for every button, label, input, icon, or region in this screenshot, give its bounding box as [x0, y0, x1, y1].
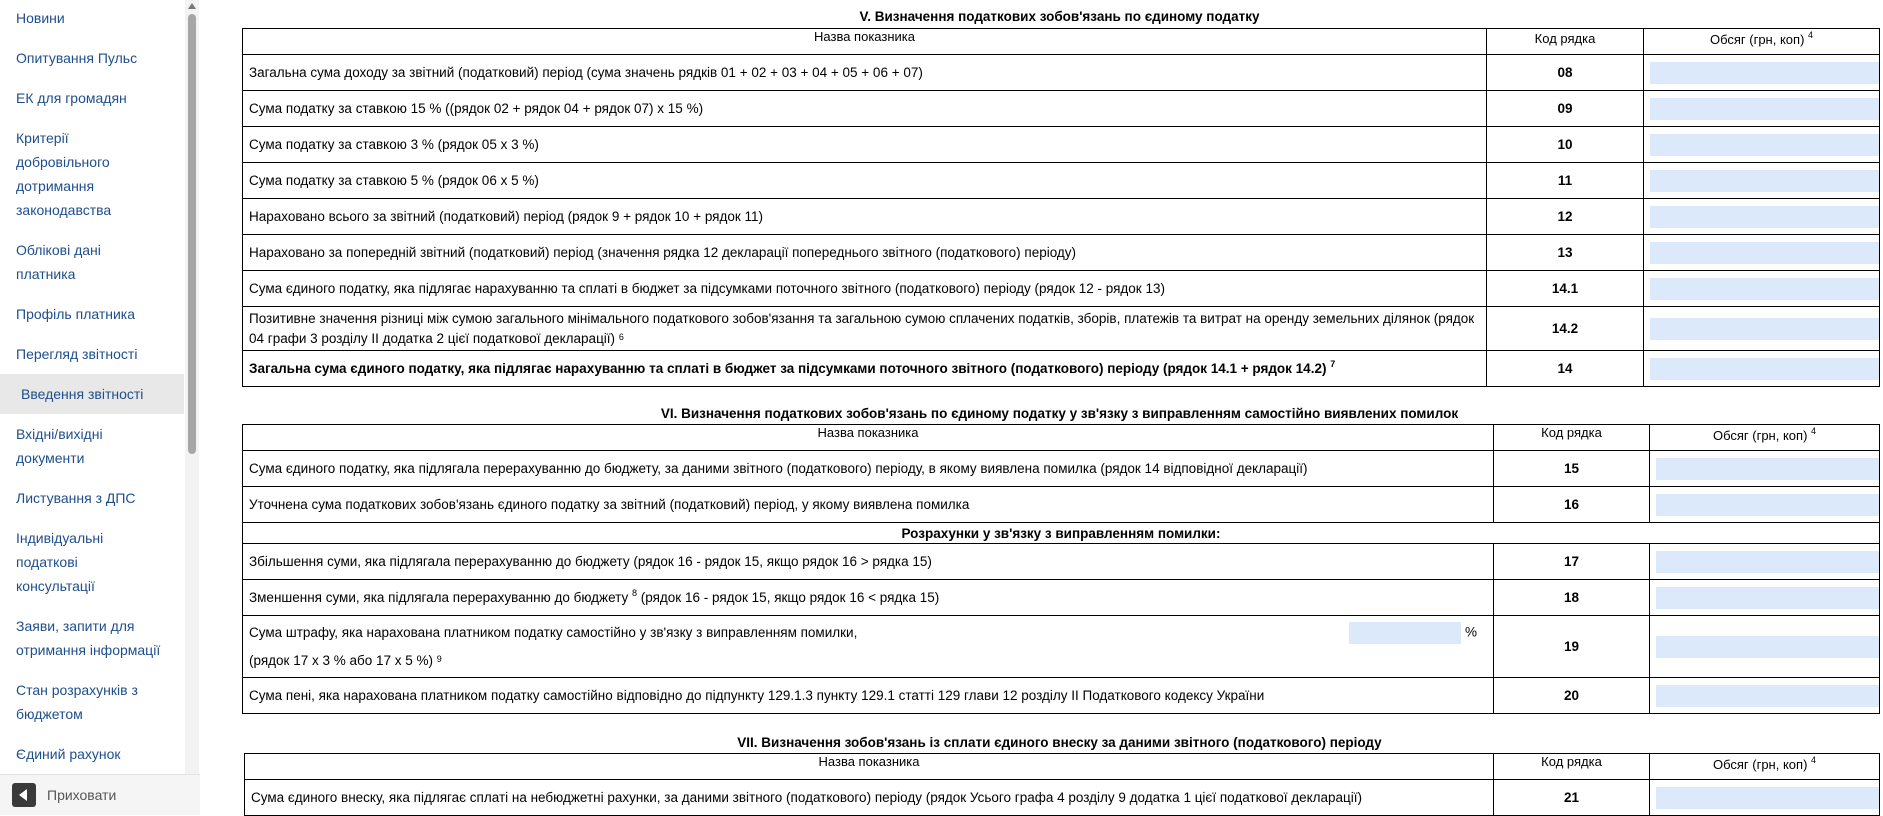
sidebar-item-enter-reports[interactable]: Введення звітності — [0, 374, 184, 414]
table-row — [243, 580, 1880, 616]
table-row — [243, 307, 1880, 351]
row-label: Збільшення суми, яка підлягала перерахуванню до бюджету (рядок 16 - рядок 15, якщо рядок 16 > рядка 15) — [243, 544, 1494, 580]
header-name: Назва показника — [245, 754, 1494, 780]
amount-input-10[interactable] — [1650, 134, 1880, 156]
amount-input-19[interactable] — [1656, 636, 1880, 658]
row-label: Позитивне значення різниці між сумою загального мінімального податкового зобов'язання та загальною сумою сплачених податків, зборів, платежів та витрат на оренду земельних ділянок (рядок 04 графи 3 розділу II додатка 2 цієї податкової декларації) $^6$ — [243, 307, 1487, 351]
amount-input-14-1[interactable] — [1650, 278, 1880, 300]
amount-input-14-2[interactable] — [1650, 318, 1880, 340]
table-row — [243, 235, 1880, 271]
amount-input-20[interactable] — [1656, 685, 1880, 707]
sidebar-item-payer-profile[interactable]: Профіль платника — [16, 306, 136, 322]
row-label: Сума податку за ставкою 3 % (рядок 05 х 3 %) — [243, 127, 1487, 163]
table-row — [245, 780, 1880, 816]
table-row — [243, 91, 1880, 127]
row-code: 14.1 — [1487, 271, 1644, 307]
amount-input-17[interactable] — [1656, 551, 1880, 573]
sidebar-nav — [0, 0, 184, 774]
header-name: Назва показника — [243, 29, 1487, 55]
scroll-thumb[interactable] — [188, 14, 196, 454]
row-code: 14.2 — [1487, 307, 1644, 351]
sidebar-item-documents[interactable]: Вхідні/вихідні документи — [16, 426, 103, 466]
row-label: Сума податку за ставкою 5 % (рядок 06 х 5 %) — [243, 163, 1487, 199]
section-6-title: VI. Визначення податкових зобов'язань по єдиному податку у зв'язку з виправленням самостійно виявлених помилок — [660, 406, 1459, 421]
table-header — [243, 29, 1880, 55]
row-code: 15 — [1494, 451, 1650, 487]
sidebar-scrollbar[interactable] — [185, 0, 199, 774]
row-code: 14 — [1487, 351, 1644, 387]
amount-input-13[interactable] — [1650, 242, 1880, 264]
sidebar-item-ek-citizens[interactable]: ЕК для громадян — [16, 90, 127, 106]
sidebar-item-news[interactable]: Новини — [16, 10, 65, 26]
amount-input-18[interactable] — [1656, 587, 1880, 609]
section-7-title: VII. Визначення зобов'язань із сплати єдиного внеску за даними звітного (податкового) періоду — [737, 735, 1382, 750]
hide-sidebar-label: Приховати — [47, 787, 117, 803]
amount-input-09[interactable] — [1650, 98, 1880, 120]
table-row — [243, 271, 1880, 307]
header-code: Код рядка — [1487, 29, 1644, 55]
table-row — [243, 351, 1880, 387]
row-code: 19 — [1494, 616, 1650, 678]
section-5-table — [242, 28, 1880, 387]
row-label: Сума єдиного податку, яка підлягає нарахуванню та сплаті в бюджет за підсумками поточного звітного (податкового) періоду (рядок 12 - рядок 13) — [243, 271, 1487, 307]
row-label: Нараховано всього за звітний (податковий) період (рядок 9 + рядок 10 + рядок 11) — [243, 199, 1487, 235]
penalty-percent-input[interactable] — [1349, 622, 1461, 644]
table-header — [243, 425, 1880, 451]
table-row — [243, 678, 1880, 714]
collapse-arrow-icon — [12, 783, 36, 807]
row-label: Сума податку за ставкою 15 % ((рядок 02 + рядок 04 + рядок 07) х 15 %) — [243, 91, 1487, 127]
header-amount: Обсяг (грн, коп) $^4$ — [1644, 29, 1880, 55]
row-code: 20 — [1494, 678, 1650, 714]
header-name: Назва показника — [243, 425, 1494, 451]
row-code: 13 — [1487, 235, 1644, 271]
amount-input-08[interactable] — [1650, 62, 1880, 84]
table-subheading-row — [243, 523, 1880, 544]
table-row — [243, 199, 1880, 235]
row-code: 08 — [1487, 55, 1644, 91]
sidebar-item-pulse-survey[interactable]: Опитування Пульс — [16, 50, 138, 66]
row-code: 17 — [1494, 544, 1650, 580]
sidebar-item-correspondence[interactable]: Листування з ДПС — [16, 490, 136, 506]
row-label: Сума єдиного внеску, яка підлягає сплаті на небюджетні рахунки, за даними звітного (податкового) періоду (рядок Усього графа 4 розділу 9 додатка 1 цієї податкової декларації) — [245, 780, 1494, 816]
row-label: Загальна сума доходу за звітний (податковий) період (сума значень рядків 01 + 02 + 03 + 04 + 05 + 06 + 07) — [243, 55, 1487, 91]
table-row — [243, 487, 1880, 523]
header-code: Код рядка — [1494, 754, 1650, 780]
table-row — [243, 616, 1880, 678]
sidebar-item-account-data[interactable]: Облікові дані платника — [16, 242, 101, 282]
table-header — [245, 754, 1880, 780]
sidebar — [0, 0, 200, 814]
section-5-title: V. Визначення податкових зобов'язань по єдиному податку — [859, 9, 1260, 24]
row-label: Сума штрафу, яка нарахована платником податку самостійно у зв'язку з виправленням помилки, % (рядок 17 х 3 % або 17 х 5 %) $^9$ — [243, 616, 1494, 678]
declaration-form — [240, 0, 1883, 814]
row-code: 11 — [1487, 163, 1644, 199]
row-code: 18 — [1494, 580, 1650, 616]
table-row — [243, 55, 1880, 91]
amount-input-16[interactable] — [1656, 494, 1880, 516]
corrections-subheading: Розрахунки у зв'язку з виправленням помилки: — [243, 523, 1880, 544]
amount-input-12[interactable] — [1650, 206, 1880, 228]
sidebar-item-compliance-criteria[interactable]: Критерії добровільного дотримання законодавства — [16, 130, 112, 218]
row-code: 16 — [1494, 487, 1650, 523]
table-row — [243, 127, 1880, 163]
table-row — [243, 544, 1880, 580]
row-label: Загальна сума єдиного податку, яка підлягає нарахуванню та сплаті в бюджет за підсумками поточного звітного (податкового) періоду (рядок 14.1 + рядок 14.2) $^7$ — [243, 351, 1487, 387]
row-label: Сума пені, яка нарахована платником податку самостійно відповідно до підпункту 129.1.3 пункту 129.1 статті 129 глави 12 розділу II Податкового кодексу України — [243, 678, 1494, 714]
sidebar-item-requests[interactable]: Заяви, запити для отримання інформації — [16, 618, 161, 658]
row-code: 21 — [1494, 780, 1650, 816]
sidebar-item-budget-settlements[interactable]: Стан розрахунків з бюджетом — [16, 682, 138, 722]
amount-input-14[interactable] — [1650, 358, 1880, 380]
hide-sidebar-button[interactable] — [0, 774, 200, 815]
row-label: Нараховано за попередній звітний (податковий) період (значення рядка 12 декларації попереднього звітного (податкового) періоду) — [243, 235, 1487, 271]
header-code: Код рядка — [1494, 425, 1650, 451]
row-code: 12 — [1487, 199, 1644, 235]
amount-input-11[interactable] — [1650, 170, 1880, 192]
sidebar-item-single-account[interactable]: Єдиний рахунок — [16, 746, 121, 762]
row-label: Сума єдиного податку, яка підлягала перерахуванню до бюджету, за даними звітного (податкового) періоду, в якому виявлена помилка (рядок 14 відповідної декларації) — [243, 451, 1494, 487]
table-row — [243, 451, 1880, 487]
section-7-table — [244, 753, 1880, 816]
row-label: Уточнена сума податкових зобов'язань єдиного податку за звітний (податковий) період, у якому виявлена помилка — [243, 487, 1494, 523]
header-amount: Обсяг (грн, коп) $^4$ — [1650, 754, 1880, 780]
sidebar-item-consultations[interactable]: Індивідуальні податкові консультації — [16, 530, 104, 594]
sidebar-item-view-reports[interactable]: Перегляд звітності — [16, 346, 138, 362]
amount-input-21[interactable] — [1656, 787, 1880, 809]
amount-input-15[interactable] — [1656, 458, 1880, 480]
header-amount: Обсяг (грн, коп) $^4$ — [1650, 425, 1880, 451]
row-code: 09 — [1487, 91, 1644, 127]
row-label: Зменшення суми, яка підлягала перерахуванню до бюджету $^8$ (рядок 16 - рядок 15, якщо рядок 16 < рядка 15) — [243, 580, 1494, 616]
percent-sign: % — [1464, 624, 1477, 640]
row-code: 10 — [1487, 127, 1644, 163]
table-row — [243, 163, 1880, 199]
scroll-up-arrow-icon[interactable] — [188, 3, 196, 9]
section-6-table — [242, 424, 1880, 714]
